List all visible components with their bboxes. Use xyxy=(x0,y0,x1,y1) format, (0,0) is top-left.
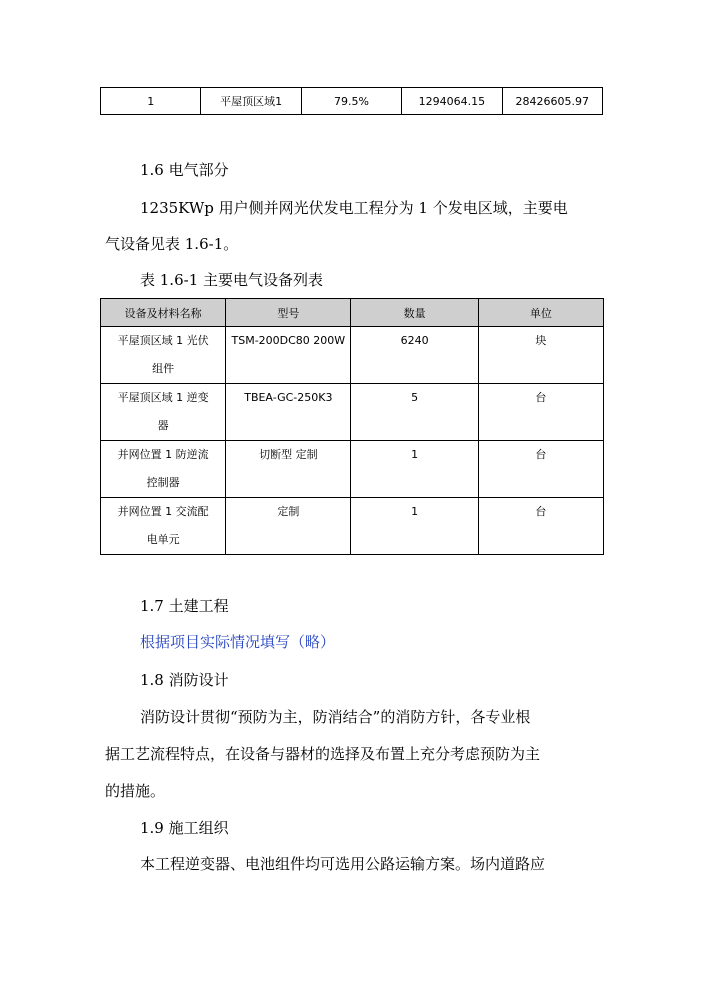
table-cell: 28426605.97 xyxy=(502,88,602,115)
section-heading-1-7: 1.7 土建工程 xyxy=(140,597,229,615)
table-cell: 1 xyxy=(351,441,478,498)
table-cell xyxy=(101,327,226,384)
cell-line: 平屋顶区域 1 光伏 xyxy=(117,334,209,347)
summary-table xyxy=(100,87,603,115)
cell-line: 并网位置 1 防逆流 xyxy=(117,448,209,461)
paragraph-line: 气设备见表 1.6-1。 xyxy=(105,235,239,253)
paragraph-line: 消防设计贯彻“预防为主，防消结合”的消防方针，各专业根 xyxy=(140,708,531,726)
paragraph-line: 据工艺流程特点，在设备与器材的选择及布置上充分考虑预防为主 xyxy=(105,745,541,763)
table-row xyxy=(101,384,604,441)
table-cell: 台 xyxy=(478,384,603,441)
placeholder-note: 根据项目实际情况填写（略） xyxy=(140,633,336,651)
paragraph-line: 本工程逆变器、电池组件均可选用公路运输方案。场内道路应 xyxy=(140,855,546,873)
table-cell: TBEA-GC-250K3 xyxy=(226,384,351,441)
table-cell: 定制 xyxy=(226,498,351,555)
table-cell xyxy=(101,384,226,441)
section-heading-1-8: 1.8 消防设计 xyxy=(140,671,229,689)
column-header: 设备及材料名称 xyxy=(101,299,226,327)
table-cell: 1 xyxy=(101,88,201,115)
column-header: 单位 xyxy=(478,299,603,327)
table-row xyxy=(101,498,604,555)
table-cell: 块 xyxy=(478,327,603,384)
table-caption: 表 1.6-1 主要电气设备列表 xyxy=(140,271,324,289)
table-cell: 台 xyxy=(478,498,603,555)
cell-line: 平屋顶区域 1 逆变 xyxy=(117,391,209,404)
table-header-row xyxy=(101,299,604,327)
column-header: 型号 xyxy=(226,299,351,327)
table-cell: 79.5% xyxy=(301,88,401,115)
section-heading-1-6: 1.6 电气部分 xyxy=(140,161,229,179)
cell-line: 组件 xyxy=(152,362,175,375)
table-cell: 切断型 定制 xyxy=(226,441,351,498)
table-cell: 平屋顶区域1 xyxy=(201,88,301,115)
table-row xyxy=(101,441,604,498)
cell-line: 控制器 xyxy=(146,476,180,489)
cell-line: 电单元 xyxy=(146,533,180,546)
column-header: 数量 xyxy=(351,299,478,327)
table-cell xyxy=(101,498,226,555)
section-heading-1-9: 1.9 施工组织 xyxy=(140,819,229,837)
table-cell: 1294064.15 xyxy=(402,88,502,115)
cell-line: 器 xyxy=(157,419,169,432)
table-cell: 1 xyxy=(351,498,478,555)
table-cell: 5 xyxy=(351,384,478,441)
table-cell: 6240 xyxy=(351,327,478,384)
paragraph-line: 的措施。 xyxy=(105,782,166,800)
equipment-table xyxy=(100,298,604,555)
table-cell xyxy=(101,441,226,498)
table-cell: TSM-200DC80 200W xyxy=(226,327,351,384)
paragraph-line: 1235KWp 用户侧并网光伏发电工程分为 1 个发电区域，主要电 xyxy=(140,199,568,217)
table-cell: 台 xyxy=(478,441,603,498)
table-row xyxy=(101,88,603,115)
cell-line: 并网位置 1 交流配 xyxy=(117,505,209,518)
table-row xyxy=(101,327,604,384)
